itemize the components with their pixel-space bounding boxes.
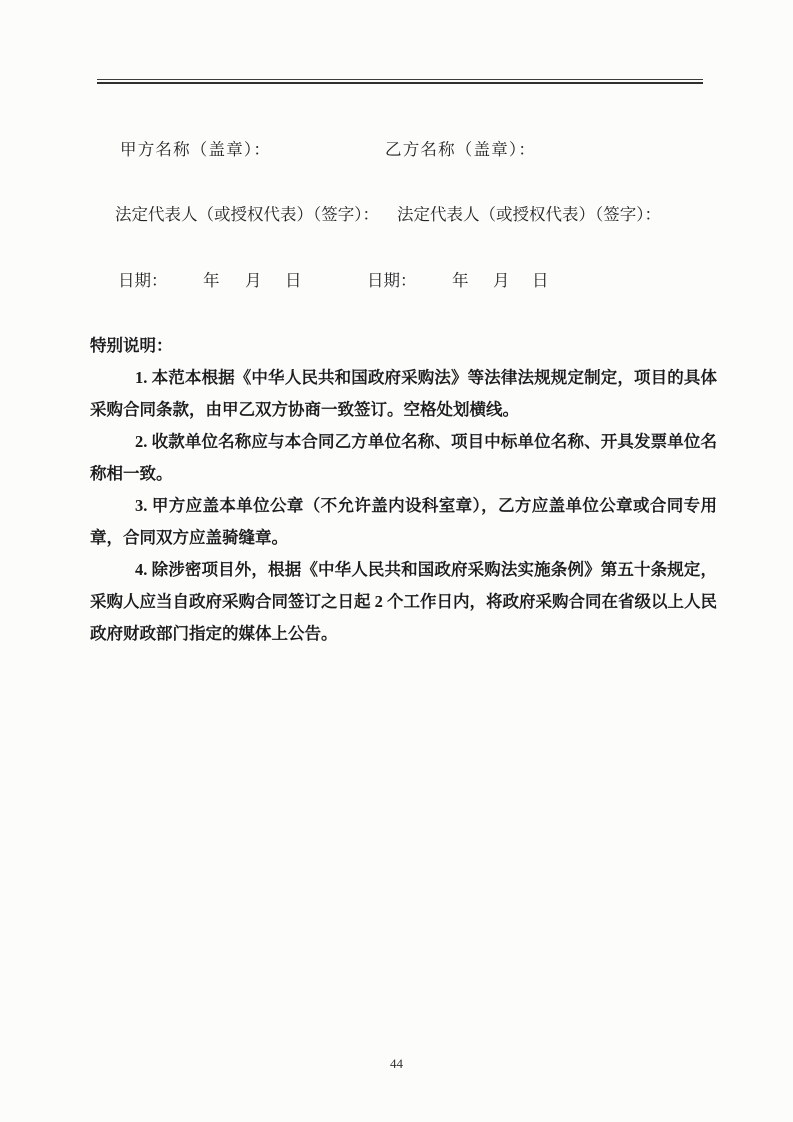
special-notes-heading: 特别说明： <box>90 336 173 355</box>
party-b-date-label: 日期： <box>367 271 417 290</box>
special-notes-section <box>90 330 717 650</box>
party-a-date-month: 月 <box>245 271 262 290</box>
special-note-item-4: 4. 除涉密项目外，根据《中华人民共和国政府采购法实施条例》第五十条规定，采购人应当自政府采购合同签订之日起 2 个工作日内，将政府采购合同在省级以上人民政府财政部门指定的媒体上公告。 <box>90 560 717 643</box>
party-b-date-day: 日 <box>532 271 549 290</box>
special-note-item-3: 3. 甲方应盖本单位公章（不允许盖内设科室章），乙方应盖单位公章或合同专用章，合同双方应盖骑缝章。 <box>90 496 717 547</box>
party-b-date-year: 年 <box>452 271 469 290</box>
party-a-date-label: 日期： <box>118 271 168 290</box>
special-note-item-2: 2. 收款单位名称应与本合同乙方单位名称、项目中标单位名称、开具发票单位名称相一致。 <box>90 432 717 483</box>
party-a-representative-label: 法定代表人（或授权代表）（签字）： <box>115 205 379 224</box>
page-number: 44 <box>390 1056 403 1071</box>
party-a-date-year: 年 <box>203 271 220 290</box>
party-b-representative-label: 法定代表人（或授权代表）（签字）： <box>397 205 661 224</box>
party-a-date-day: 日 <box>285 271 302 290</box>
party-a-name-label: 甲方名称（盖章）： <box>120 140 272 159</box>
header-rule <box>97 79 703 84</box>
party-b-name-label: 乙方名称（盖章）： <box>385 140 537 159</box>
special-note-item-1: 1. 本范本根据《中华人民共和国政府采购法》等法律法规规定制定，项目的具体采购合同条款，由甲乙双方协商一致签订。空格处划横线。 <box>90 368 717 419</box>
party-b-date-month: 月 <box>493 271 510 290</box>
